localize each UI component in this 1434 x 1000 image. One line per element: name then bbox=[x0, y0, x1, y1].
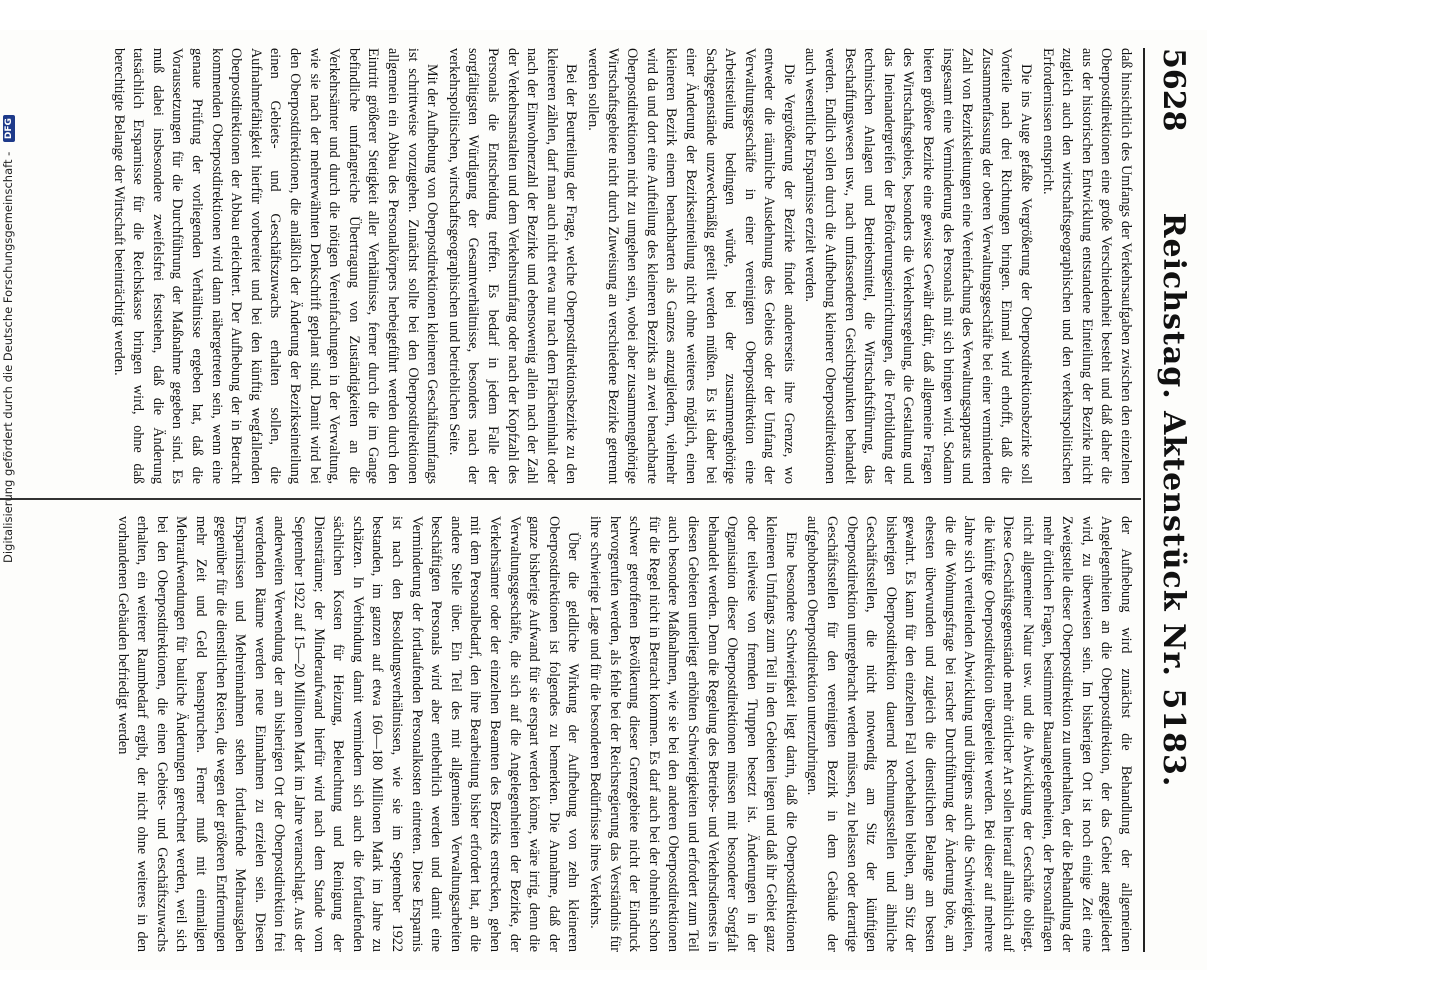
footer-text: Digitalisierung gefördert durch die Deutsche Forschungsgemeinschaft - bbox=[1, 151, 15, 563]
paragraph: Die Vergrößerung der Bezirke findet andererseits ihre Grenze, wo entweder die räumliche Ausdehnung des Gebiets oder der Umfang der Verwaltungsgeschäfte in einer vereinigten Oberpostdirektion eine Arbeitsteilung bedingen würde, bei der zusammengehörige Sachgegenstände unzweckmäßig geteilt werden müßten. Es ist daher bei einer Änderung der Bezirkseinteilung nicht ohne weiteres möglich, einen kleineren Bezirk einem benachbarten als Ganzes anzugliedern, vielmehr wird da und dort eine Aufteilung des kleineren Bezirks an zwei benachbarte Oberpostdirektionen nicht zu umgehen sein, wobei aber zusammengehörige Wirtschaftsgebiete nicht durch Zuweisung an verschiedene Bezirke getrennt werden sollen. bbox=[584, 48, 797, 484]
right-column bbox=[110, 516, 1135, 952]
digitization-footer bbox=[1, 0, 19, 563]
dfg-logo-icon: DFG bbox=[3, 115, 15, 142]
paragraph: Bei der Beurteilung der Frage, welche Oberpostdirektionsbezirke zu den kleineren zählen, darf man auch nicht etwa nur nach dem Flächeninhalt oder nach der Einwohnerzahl der Bezirke und ebensowenig allein nach der Zahl der Verkehrsanstalten und dem Verkehrsumfang oder nach der Kopfzahl des Personals die Entscheidung treffen. Es bedarf in jedem Falle der sorgfältigsten Würdigung der Gesamtverhältnisse, besonders nach der verkehrspolitischen, wirtschaftsgeographischen und betrieblichen Seite. bbox=[445, 48, 580, 484]
page-number: 5628 bbox=[1156, 48, 1191, 132]
paragraph: Die ins Auge gefaßte Vergrößerung der Oberpostdirektionsbezirke soll Vorteile nach drei Richtungen bringen. Einmal wird erhofft, daß die Zusammenfassung der oberen Verwaltungsgeschäfte bei einer verminderten Zahl von Bezirksleitungen eine Vereinfachung des Verwaltungsapparats und insgesamt eine Verminderung des Personals mit sich bringen wird. Sodann bieten größere Bezirke eine gewisse Gewähr dafür, daß allgemeine Fragen des Wirtschaftsgebiets, besonders die Verkehrsregelung, die Gestaltung und das Ineinandergreifen der Beförderungseinrichtungen, die Fortbildung der technischen Anlagen und Betriebsmittel, die Wirtschaftsführung, das Beschaffungswesen usw., nach umfassenderen Gesichtspunkten behandelt werden. Endlich sollen durch die Aufhebung kleinerer Oberpostdirektionen auch wesentliche Ersparnisse erzielt werden. bbox=[802, 48, 1035, 484]
paragraph: Mit der Aufhebung von Oberpostdirektionen kleineren Geschäftsumfangs ist schrittweise vorzugehen. Zunächst sollte bei den Oberpostdirektionen allgemein ein Abbau des Personalkörpers herbeigeführt werden durch den Eintritt größerer Stetigkeit aller Verhältnisse, ferner durch die im Gange befindliche umfangreiche Übertragung von Zuständigkeiten an die Verkehrsämter und durch die nötigen Vereinfachungen in der Verwaltung, wie sie nach der mehrerwähnten Denkschrift geplant sind. Damit wird bei den Oberpostdirektionen, die anläßlich der Änderung der Bezirkseinteilung einen Gebiets- und Geschäftszuwachs erhalten sollen, die Aufnahmefähigkeit hierfür vorbereitet und bei den künftig wegfallenden Oberpostdirektionen der Abbau erleichtert. Der Aufhebung der in Betracht kommenden Oberpostdirektionen wird dann nähergetreten sein, wenn eine genaue Prüfung der vorliegenden Verhältnisse ergeben hat, daß die Voraussetzungen für die Durchführung der Maßnahme gegeben sind. Es muß dabei insbesondere zweifelsfrei feststehen, daß die Änderung tatsächlich Ersparnisse für die Reichskasse bringen wird, ohne daß berechtigte Belange der Wirtschaft beeinträchtigt werden. bbox=[110, 48, 441, 484]
paragraph: der Aufhebung wird zunächst die Behandlung der allgemeinen Angelegenheiten an die Oberpostdirektion, der das Gebiet angegliedert wird, zu überweisen sein. Im bisherigen Ort ist noch einige Zeit eine Zweigstelle dieser Oberpostdirektion zu unterhalten, der die Behandlung der mehr örtlichen Fragen, bestimmter Bauangelegenheiten, der Personalfragen nicht allgemeiner Natur usw. und die Abwicklung der Geschäfte obliegt. Diese Geschäftsgegenstände mehr örtlicher Art sollen hierauf allmählich auf die künftige Oberpostdirektion übergeleitet werden. Bei dieser auf mehrere Jahre sich verteilenden Abwicklung und übrigens auch die Schwierigkeiten, die die Wohnungsfrage bei rascher Durchführung der Änderung böte, am ehesten überwunden und zugleich die dienstlichen Belange am besten gewahrt. Es kann für den einzelnen Fall vorbehalten bleiben, am Sitz der bisherigen Oberpostdirektion dauernd Rechnungsstellen und ähnliche Geschäftsstellen, die nicht notwendig am Sitz der künftigen Oberpostdirektion untergebracht werden müssen, zu belassen oder derartige Geschäftsstellen für den vereinigten Bezirk in dem Gebäude der aufgehobenen Oberpostdirektion unterzubringen. bbox=[804, 516, 1134, 952]
page-header bbox=[1149, 48, 1193, 952]
paragraph: Über die geldliche Wirkung der Aufhebung von zehn kleineren Oberpostdirektionen ist folgendes zu bemerken. Die Annahme, daß der ganze bisherige Aufwand für sie erspart werden könne, wäre irrig, denn die Verwaltungsgeschäfte, die sich auf die Angelegenheiten der Bezirke, der Verkehrsämter oder der einzelnen Beamten des Bezirks erstrecken, gehen mit dem Personalbedarf, den ihre Bearbeitung bisher erfordert hat, an die andere Stelle über. Ein Teil des mit allgemeinen Verwaltungsarbeiten beschäftigten Personals wird aber entbehrlich werden und damit eine Verminderung der fortlaufenden Personalkosten eintreten. Diese Ersparnis ist nach den Besoldungsverhältnissen, wie sie im September 1922 bestanden, im ganzen auf etwa 160—180 Millionen Mark im Jahre zu schätzen. In Verbindung damit vermindern sich auch die fortlaufenden sächlichen Kosten für Heizung, Beleuchtung und Reinigung der Diensträume; der Minderaufwand hierfür wird nach dem Stande vom September 1922 auf 15—20 Millionen Mark im Jahre veranschlagt. Aus der anderweiten Verwendung der am bisherigen Ort der Oberpostdirektion frei werdenden Räume werden neue Einnahmen zu erzielen sein. Diesen Ersparnissen und Mehreinnahmen stehen fortlaufende Mehrausgaben gegenüber für die dienstlichen Reisen, die wegen der größeren Entfernungen mehr Zeit und Geld beanspruchen. Ferner muß mit einmaligen Mehraufwendungen für bauliche Änderungen gerechnet werden, weil sich bei den Oberpostdirektionen, die einen Gebiets- und Geschäftszuwachs erhalten, ein weiterer Raumbedarf ergibt, der nicht ohne weiteres in den vorhandenen Gebäuden befriedigt werden bbox=[114, 516, 582, 952]
page-title: Reichstag. Aktenstück Nr. 5183. bbox=[1156, 212, 1191, 788]
paragraph: daß hinsichtlich des Umfangs der Verkehrsaufgaben zwischen den einzelnen Oberpostdirektionen eine große Verschiedenheit besteht und daß daher die aus der historischen Entwicklung entstandene Einteilung der Bezirke nicht zugleich auch den wirtschaftsgeographischen und den verkehrspolitischen Erfordernissen entspricht. bbox=[1039, 48, 1134, 484]
column-divider bbox=[0, 498, 1141, 500]
left-column bbox=[106, 48, 1135, 484]
document-page bbox=[0, 30, 1207, 970]
paragraph: Eine besondere Schwierigkeit liegt darin, daß die Oberpostdirektionen kleineren Umfangs zum Teil in den Gebieten liegen und daß ihr Gebiet ganz oder teilweise von fremden Truppen besetzt ist. Änderungen in der Organisation dieser Oberpostdirektionen müssen mit besonderer Sorgfalt behandelt werden. Denn die Regelung des Betriebs- und Verkehrsdienstes in diesen Gebieten unterliegt erhöhten Schwierigkeiten und erfordert zum Teil auch besondere Maßnahmen, wie sie bei den anderen Oberpostdirektionen für die Regel nicht in Betracht kommen. Es darf auch bei der ohnehin schon schwer getroffenen Bevölkerung dieser Grenzgebiete nicht der Eindruck hervorgerufen werden, als fehle bei der Reichsregierung das Verständnis für ihre schwierige Lage und für die besonderen Bedürfnisse ihres Verkehrs. bbox=[586, 516, 799, 952]
header-rule bbox=[1143, 48, 1145, 952]
